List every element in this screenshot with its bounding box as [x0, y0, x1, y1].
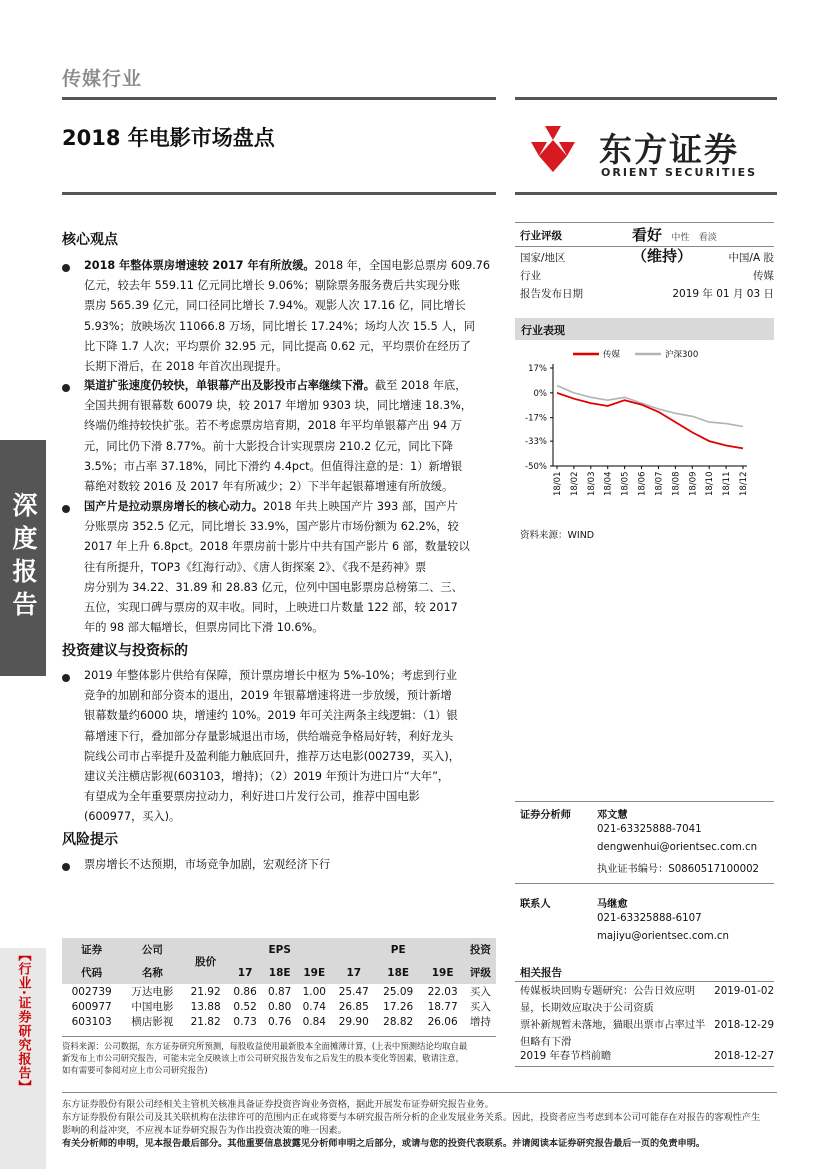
- logo: [523, 118, 783, 188]
- analyst-license: 执业证书编号：S0860517100002: [597, 864, 760, 875]
- table-header-row: 证券 公司 股价 EPS PE 投资: [62, 938, 496, 961]
- stock-table: [62, 938, 496, 1029]
- table-row: 600977 中国电影 13.88 0.52 0.80 0.74 26.85 17.26 18.77 买入: [71, 1000, 491, 1013]
- analyst-email[interactable]: dengwenhui@orientsec.com.cn: [597, 842, 758, 853]
- core-heading: 核心观点: [62, 232, 118, 248]
- series-line: [557, 393, 743, 449]
- y-tick-label: -50%: [525, 462, 547, 472]
- divider: [515, 883, 774, 884]
- logo-mark-icon: [523, 120, 593, 184]
- rating-value: 看好: [632, 226, 663, 244]
- risk-heading: 风险提示: [62, 832, 118, 848]
- table-note: 资料来源：公司数据，东方证券研究所预测，每股收益使用最新股本全面摊薄计算，(上表中预测结论均取自最 新发布上市公司研究报告，可能未完全反映该上市公司研究报告发布之后发生的股本变化等因素，敬请注意， 如有需要可参阅对应上市公司研究报告): [62, 1041, 468, 1075]
- x-tick-label: 18/04: [603, 471, 614, 496]
- perf-chart: [515, 342, 777, 522]
- chart-source: 资料来源：WIND: [520, 530, 595, 541]
- contact-name: 马继愈: [597, 899, 628, 910]
- x-tick-label: 18/09: [688, 471, 699, 496]
- x-tick-label: 18/11: [722, 471, 733, 496]
- logo-text-en: ORIENT SECURITIES: [601, 166, 758, 179]
- x-tick-label: 18/01: [553, 471, 563, 496]
- contact-email[interactable]: majiyu@orientsec.com.cn: [597, 931, 729, 942]
- legend-label: 传媒: [603, 350, 621, 360]
- sector-label: 传媒行业: [62, 68, 143, 90]
- divider: [515, 246, 774, 247]
- y-tick-label: 0%: [533, 388, 547, 399]
- x-tick-label: 18/03: [586, 471, 597, 496]
- divider: [62, 1036, 496, 1037]
- divider: [515, 192, 777, 195]
- table-row: 603103 横店影视 21.82 0.73 0.76 0.84 29.90 28.82 26.06 增持: [71, 1015, 491, 1028]
- divider: [515, 981, 774, 982]
- report-type-tab: 深度报告: [0, 440, 46, 676]
- x-tick-label: 18/02: [569, 471, 580, 496]
- x-tick-label: 18/12: [739, 471, 749, 496]
- divider: [515, 801, 774, 802]
- logo-text-cn: 东方证券: [599, 130, 739, 169]
- y-tick-label: 17%: [528, 364, 547, 374]
- divider: [515, 1066, 774, 1067]
- x-tick-label: 18/10: [705, 471, 716, 496]
- x-tick-label: 18/06: [637, 471, 648, 496]
- footer-disclaimer: 东方证券股份有限公司经相关主管机关核准具备证券投资咨询业务资格，据此开展发布证券研究报告业务。 东方证券股份有限公司及其关联机构在法律许可的范围内正在或将要与本研究报告所分析的企业发展业务关系。因此，投资者应当考虑到本公司可能存在对报告的客观性产生 影响的利益冲突，不应视本证券研究报告为作出投资决策的唯一因素。 有关分析师的申明，见本报告最后部分。其他重要信息披露见分析师申明之后部分，或请与您的投资代表联系。并请阅读本证券研究报告最后一页的免责申明。: [62, 1099, 761, 1149]
- contact-role: 联系人: [520, 899, 551, 910]
- related-item[interactable]: 传媒板块回购专题研究：公告日效应明 显，长期效应取决于公司资质 2019-01-02: [520, 985, 774, 1014]
- x-tick-label: 18/08: [671, 471, 682, 496]
- table-row: 002739 万达电影 21.92 0.86 0.87 1.00 25.47 25.09 22.03 买入: [71, 985, 491, 998]
- risk-paragraph: 票房增长不达预期，市场竞争加剧，宏观经济下行: [84, 858, 331, 871]
- rating-row: 行业评级 看好 中性 看淡 （维持）: [520, 226, 717, 265]
- legend-label: 沪深300: [665, 350, 699, 360]
- divider: [62, 97, 496, 100]
- perf-heading: 行业表现: [515, 318, 774, 340]
- divider: [515, 97, 777, 100]
- page-title: 2018 年电影市场盘点: [62, 126, 275, 150]
- core-paragraph-2: 渠道扩张速度仍较快，单银幕产出及影投市占率继续下滑。截至 2018 年底， 全国共拥有银幕数 60079 块，较 2017 年增加 9303 块，同比增速 18.3%， 终端仍维持较快扩张。若不考虑票房培育期，2018 年平均单银幕产出 94 万 元，同比仍下滑 8.77%。前十大影投合计实现票房 210.2 亿元，同比下降 3.5%；市占率 37.18%，同比下滑约 4.4pct。但值得注意的是：1）新增银 幕绝对数较 2016 及 2017 年有所减少；2）下半年起银幕增速有所放缓。: [84, 379, 472, 494]
- related-item[interactable]: 票补新规暂未落地，猫眼出票市占率过半 但略有下滑 2018-12-29: [520, 1019, 774, 1048]
- divider: [515, 222, 774, 223]
- analyst-role: 证券分析师: [520, 810, 571, 821]
- x-tick-label: 18/05: [620, 471, 631, 496]
- related-heading: 相关报告: [520, 967, 562, 979]
- related-item[interactable]: 2019 年春节档前瞻 2018-12-27: [520, 1050, 774, 1062]
- analyst-phone: 021-63325888-7041: [597, 824, 702, 835]
- analyst-name: 邓文慧: [597, 810, 628, 821]
- divider: [62, 192, 496, 195]
- y-tick-label: -33%: [525, 437, 547, 448]
- table-header-row: 代码 名称 17 18E 19E 17 18E 19E 评级: [62, 961, 496, 984]
- core-paragraph-3: 国产片是拉动票房增长的核心动力。2018 年共上映国产片 393 部，国产片 分账票房 352.5 亿元，同比增长 33.9%，国产影片市场份额为 62.2%，较 2017 年上升 6.8pct。2018 年票房前十影片中共有国产影片 6 部，数量较以 往有所提升，TOP3《红海行动》、《唐人街探案 2》、《我不是药神》票 房分别为 34.22、31.89 和 28.83 亿元，位列中国电影票房总榜第二、三、 五位，实现口碑与票房的双丰收。同时，上映进口片数量 122 部，较 2017 年的 98 部大幅增长，但票房同比下滑 10.6%。: [84, 500, 470, 635]
- invest-paragraph: 2019 年整体影片供给有保障，预计票房增长中枢为 5%-10%；考虑到行业 竞争的加剧和部分资本的退出，2019 年银幕增速将进一步放缓，预计新增 银幕数量约6000 块，增速约 10%。2019 年可关注两条主线逻辑：（1）银 幕增速下行，叠加部分存量影城退出市场，供给端竞争格局好转，利好龙头 院线公司市占率提升及盈利能力触底回升，推荐万达电影(002739，买入)， 建议关注横店影视(603103，增持)；（2）2019 年预计为进口片“大年”， 有望成为全年重要票房拉动力，利好进口片发行公司，推荐中国电影 (600977，买入)。: [84, 669, 460, 824]
- side-label: 【行业·证券研究报告】: [15, 948, 31, 1094]
- divider: [62, 1092, 777, 1093]
- core-paragraph-1: 2018 年整体票房增速较 2017 年有所放缓。2018 年，全国电影总票房 609.76 亿元，较去年 559.11 亿元同比增长 9.06%；剔除票务服务费后共实现分账 票房 565.39 亿元，同口径同比增长 7.94%。观影人次 17.16 亿，同比增长 5.93%；放映场次 11066.8 万场，同比增长 17.24%；场均人次 15.5 人，同 比下降 1.7 人次；平均票价 32.95 元，同比提高 0.62 元，平均票价在经历了 长期下滑后，在 2018 年首次出现提升。: [84, 259, 491, 374]
- series-line: [557, 386, 743, 427]
- contact-phone: 021-63325888-6107: [597, 913, 702, 924]
- invest-heading: 投资建议与投资标的: [62, 643, 188, 659]
- x-tick-label: 18/07: [654, 471, 665, 496]
- y-tick-label: -17%: [525, 413, 547, 424]
